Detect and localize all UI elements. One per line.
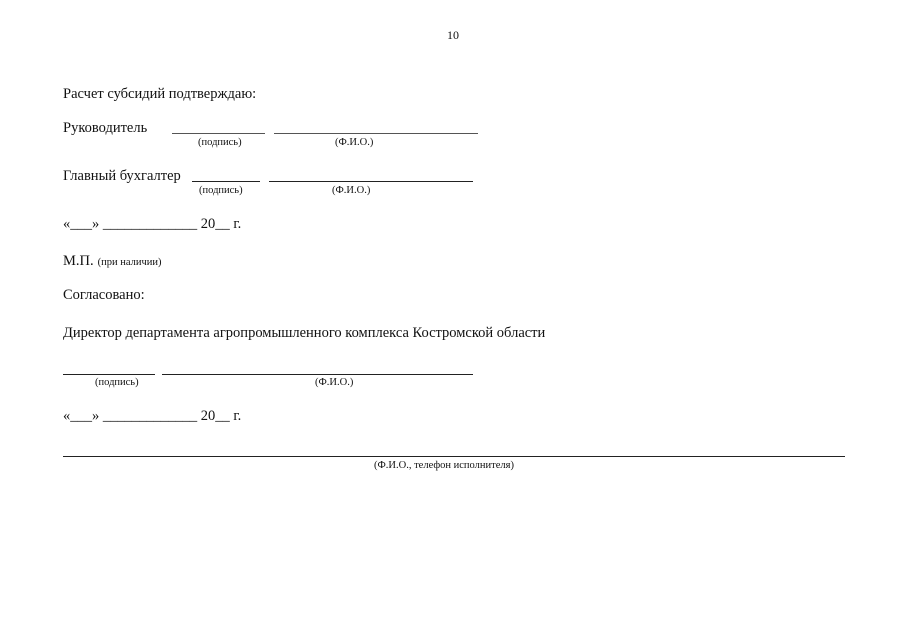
executor-line — [63, 456, 845, 457]
date-day-2: «___» — [63, 408, 100, 424]
stamp-note: (при наличии) — [97, 257, 162, 268]
director-sign-caption: (подпись) — [95, 377, 139, 388]
date-year-2: 20__ г. — [200, 408, 242, 424]
head-sign-caption: (подпись) — [198, 137, 242, 148]
date-year-1: 20__ г. — [200, 216, 242, 232]
director-name-caption: (Ф.И.О.) — [315, 377, 354, 388]
confirm-text: Расчет субсидий подтверждаю: — [63, 86, 257, 102]
date-day-1: «___» — [63, 216, 100, 232]
head-signature-line — [172, 133, 265, 134]
director-title: Директор департамента агропромышленного комплекса Костромской области — [63, 325, 546, 341]
head-label: Руководитель — [63, 120, 148, 136]
date-line-2 — [63, 408, 241, 425]
director-signature-line — [63, 374, 155, 375]
stamp-label: М.П. — [63, 253, 94, 269]
stamp-line — [63, 252, 161, 270]
chief-accountant-signature-line — [192, 181, 260, 182]
chief-accountant-sign-caption: (подпись) — [199, 185, 243, 196]
director-name-line — [162, 374, 473, 375]
head-name-caption: (Ф.И.О.) — [335, 137, 374, 148]
date-month-2: _____________ — [102, 408, 198, 424]
date-line-1 — [63, 216, 241, 233]
chief-accountant-name-caption: (Ф.И.О.) — [332, 185, 371, 196]
page-number: 10 — [447, 28, 459, 42]
date-month-1: _____________ — [102, 216, 198, 232]
executor-caption: (Ф.И.О., телефон исполнителя) — [374, 460, 514, 471]
agreed-text: Согласовано: — [63, 287, 145, 303]
head-name-line — [274, 133, 478, 134]
chief-accountant-label: Главный бухгалтер — [63, 168, 181, 184]
chief-accountant-name-line — [269, 181, 473, 182]
